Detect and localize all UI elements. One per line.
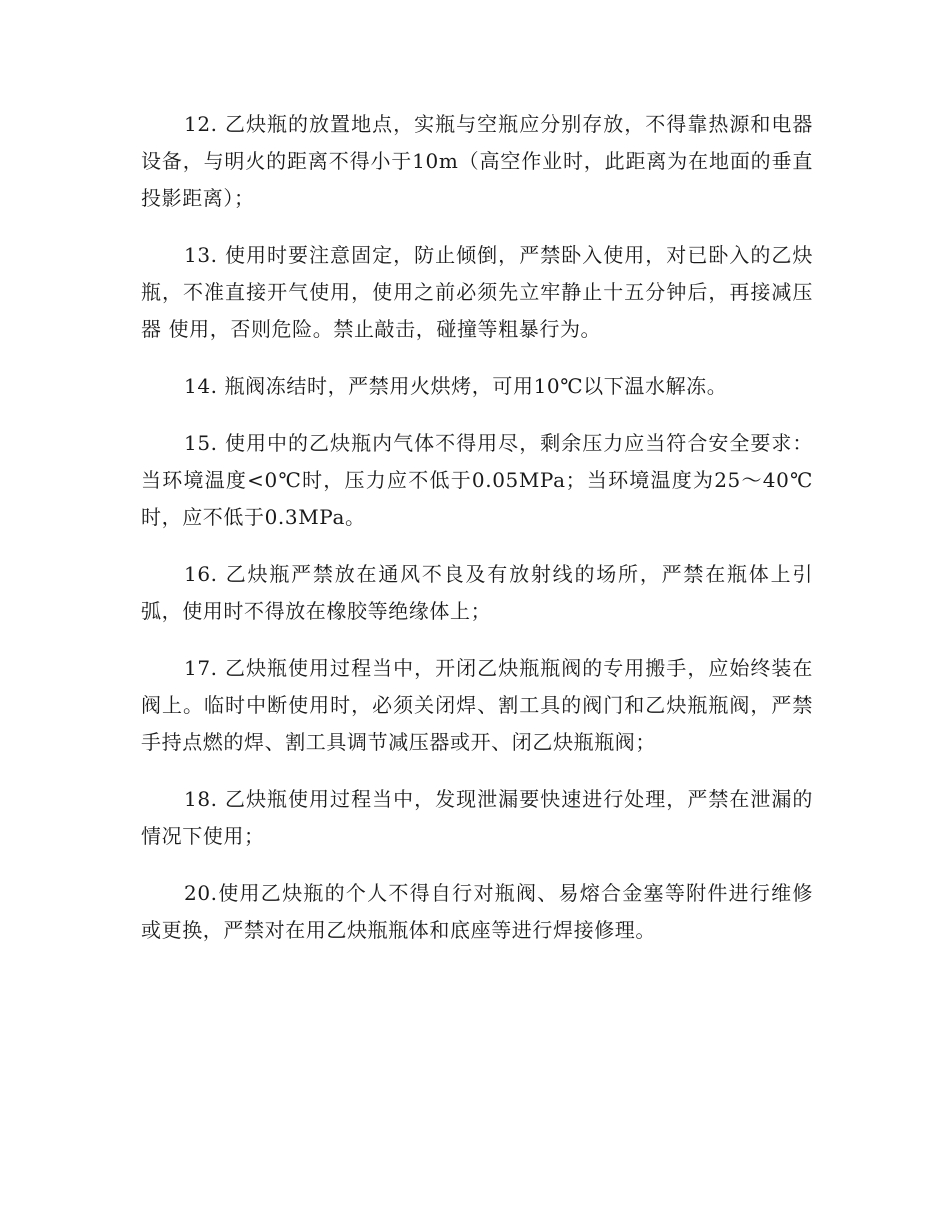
paragraph-15: 15. 使用中的乙炔瓶内气体不得用尽，剩余压力应当符合安全要求：当环境温度<0℃时，压力应不低于0.05MPa；当环境温度为25～40℃时，应不低于0.3MPa。	[141, 431, 813, 529]
paragraph-13: 13. 使用时要注意固定，防止倾倒，严禁卧入使用，对已卧入的乙炔瓶，不准直接开气使用，使用之前必须先立牢静止十五分钟后，再接减压器 使用，否则危险。禁止敲击，碰撞等粗暴行为。	[141, 243, 813, 341]
document-body	[141, 106, 813, 969]
paragraph-14: 14. 瓶阀冻结时，严禁用火烘烤，可用10℃以下温水解冻。	[184, 374, 728, 398]
paragraph-18: 18. 乙炔瓶使用过程当中，发现泄漏要快速进行处理，严禁在泄漏的情况下使用；	[141, 787, 813, 848]
paragraph-16: 16. 乙炔瓶严禁放在通风不良及有放射线的场所，严禁在瓶体上引弧，使用时不得放在橡胶等绝缘体上；	[141, 562, 813, 623]
paragraph-20: 20.使用乙炔瓶的个人不得自行对瓶阀、易熔合金塞等附件进行维修或更换，严禁对在用乙炔瓶瓶体和底座等进行焊接修理。	[141, 881, 813, 942]
paragraph-17: 17. 乙炔瓶使用过程当中，开闭乙炔瓶瓶阀的专用搬手，应始终装在阀上。临时中断使用时，必须关闭焊、割工具的阀门和乙炔瓶瓶阀，严禁手持点燃的焊、割工具调节减压器或开、闭乙炔瓶瓶阀；	[141, 656, 813, 754]
paragraph-12: 12. 乙炔瓶的放置地点，实瓶与空瓶应分别存放，不得靠热源和电器设备，与明火的距离不得小于10m（高空作业时，此距离为在地面的垂直投影距离）；	[141, 112, 813, 210]
